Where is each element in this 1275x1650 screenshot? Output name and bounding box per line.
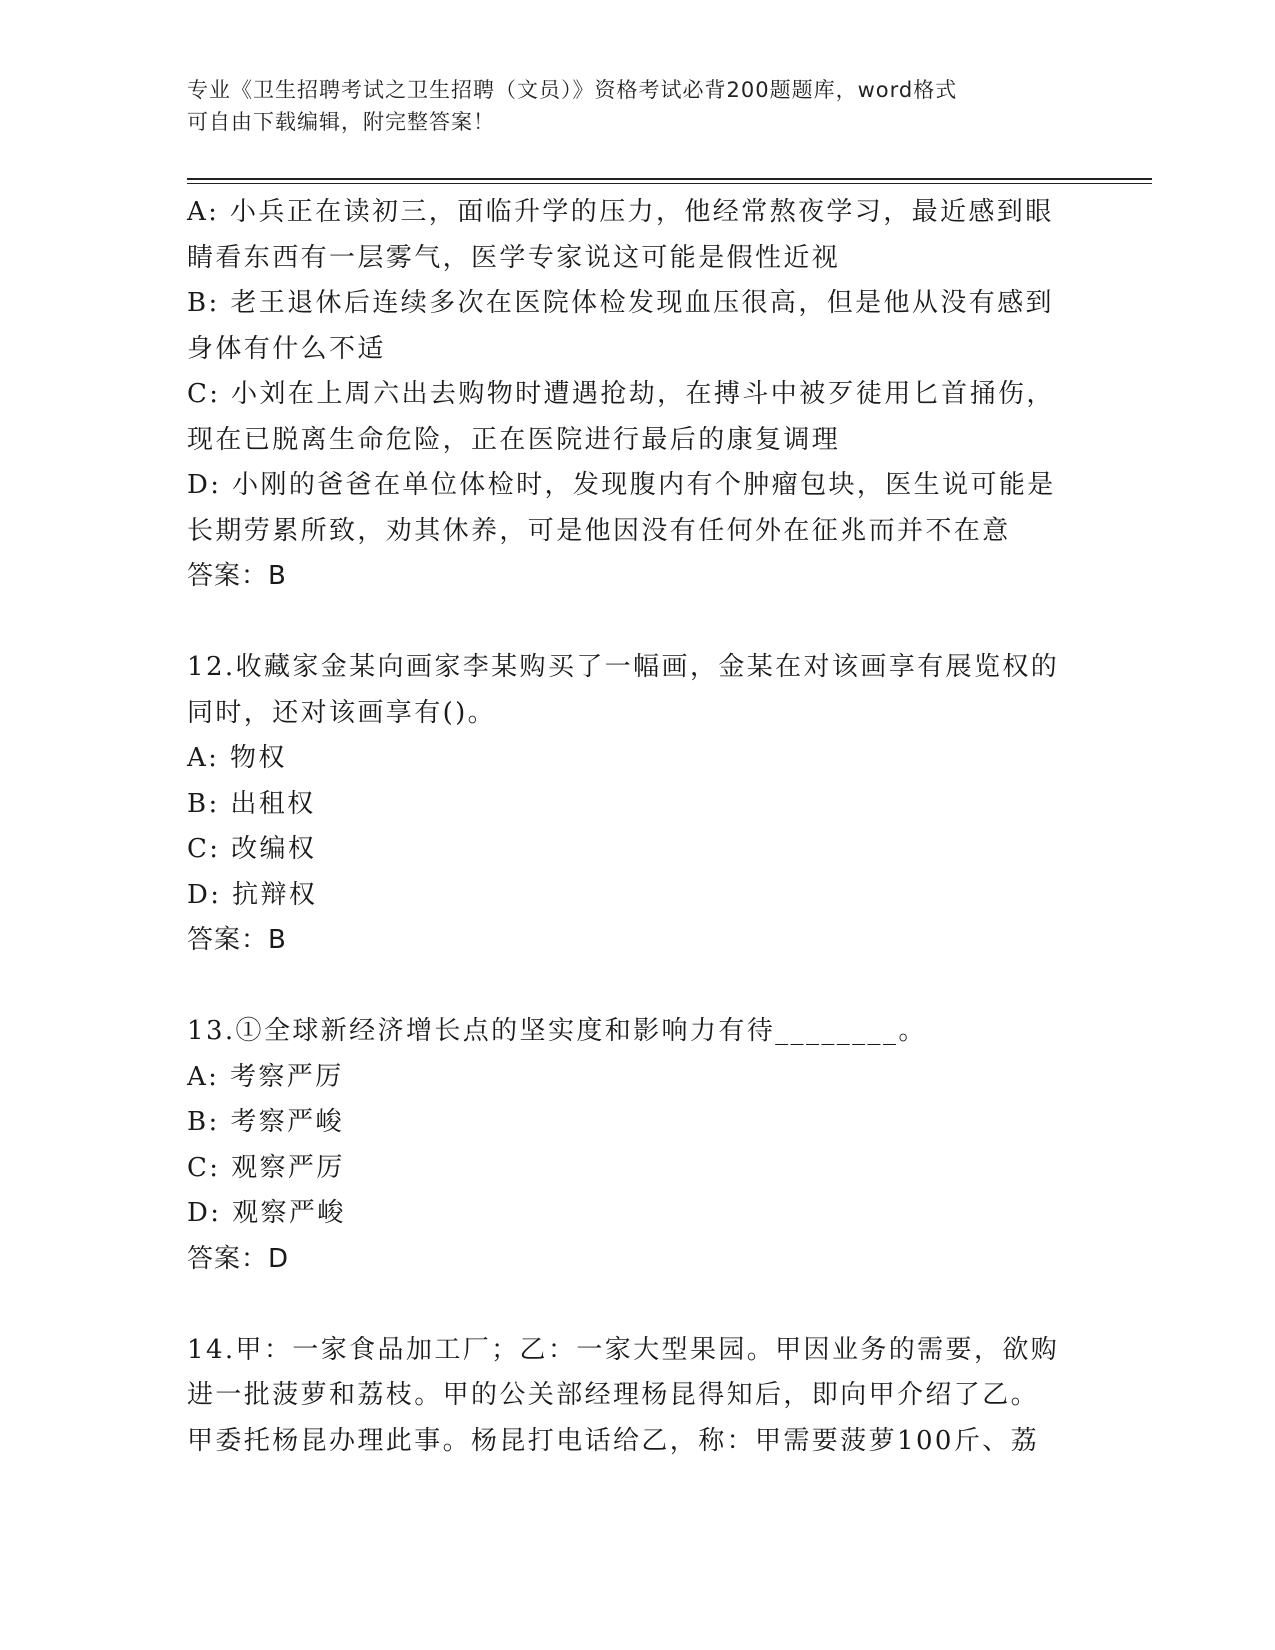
header-title-line-1: 专业《卫生招聘考试之卫生招聘（文员）》资格考试必背200题题库，word格式	[187, 78, 958, 102]
spacer	[187, 964, 1087, 1010]
q11-option-d-line-2: 长期劳累所致，劝其休养，可是他因没有任何外在征兆而并不在意	[187, 515, 1011, 546]
q13-option-a: A: 考察严厉	[187, 1061, 344, 1092]
document-header	[187, 74, 1067, 138]
spacer	[187, 600, 1087, 646]
spacer	[187, 1282, 1087, 1328]
document-body	[187, 190, 1087, 1464]
q12-option-b: B: 出租权	[187, 788, 316, 819]
q11-option-d-line-1: D: 小刚的爸爸在单位体检时，发现腹内有个肿瘤包块，医生说可能是	[187, 470, 1056, 500]
question-14	[187, 1328, 1087, 1465]
q11-answer: 答案：B	[187, 561, 287, 591]
q11-option-b-line-1: B: 老王退休后连续多次在医院体检发现血压很高，但是他从没有感到	[187, 288, 1054, 318]
question-13	[187, 1009, 1087, 1282]
q12-answer: 答案：B	[187, 925, 287, 955]
q12-option-d: D: 抗辩权	[187, 879, 318, 910]
q13-stem: 13.①全球新经济增长点的坚实度和影响力有待________。	[187, 1016, 927, 1046]
question-11-options	[187, 190, 1087, 600]
q13-answer: 答案：D	[187, 1243, 290, 1274]
header-title-line-2: 可自由下载编辑，附完整答案！	[187, 110, 495, 134]
q12-stem-line-1: 12.收藏家金某向画家李某购买了一幅画，金某在对该画享有展览权的	[187, 652, 1060, 682]
q12-option-c: C: 改编权	[187, 834, 317, 864]
q11-option-c-line-2: 现在已脱离生命危险，正在医院进行最后的康复调理	[187, 424, 841, 455]
q13-option-d: D: 观察严峻	[187, 1198, 346, 1228]
q11-option-c-line-1: C: 小刘在上周六出去购物时遭遇抢劫，在搏斗中被歹徒用匕首捅伤，	[187, 379, 1055, 409]
q11-option-b-line-2: 身体有什么不适	[187, 333, 386, 364]
q14-stem-line-2: 进一批菠萝和荔枝。甲的公关部经理杨昆得知后，即向甲介绍了乙。	[187, 1380, 1040, 1410]
header-divider-thick	[187, 178, 1152, 180]
header-divider-thin	[187, 183, 1152, 184]
q14-stem-line-1: 14.甲：一家食品加工厂；乙：一家大型果园。甲因业务的需要，欲购	[187, 1334, 1060, 1365]
q14-stem-line-3: 甲委托杨昆办理此事。杨昆打电话给乙，称：甲需要菠萝100斤、荔	[187, 1425, 1040, 1456]
q12-option-a: A: 物权	[187, 743, 287, 773]
q13-option-b: B: 考察严峻	[187, 1107, 344, 1137]
q12-stem-line-2: 同时，还对该画享有()。	[187, 697, 497, 728]
q13-option-c: C: 观察严厉	[187, 1152, 345, 1183]
question-12	[187, 645, 1087, 964]
q11-option-a-line-1: A: 小兵正在读初三，面临升学的压力，他经常熬夜学习，最近感到眼	[187, 197, 1054, 227]
q11-option-a-line-2: 睛看东西有一层雾气，医学专家说这可能是假性近视	[187, 242, 841, 273]
